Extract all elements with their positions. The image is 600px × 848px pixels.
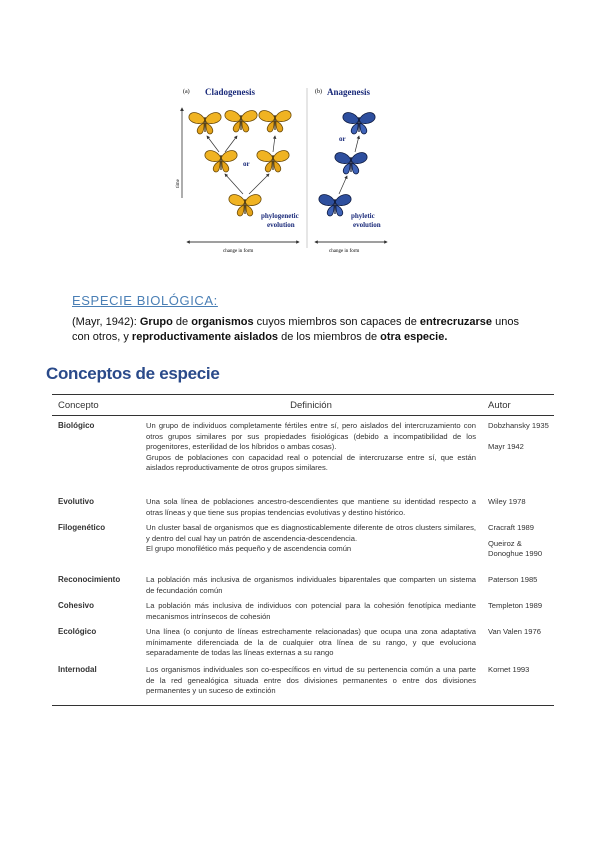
biological-species-heading: ESPECIE BIOLÓGICA: [72, 293, 218, 308]
butterfly-icon [319, 195, 351, 216]
author-text: Wiley 1978 [488, 497, 526, 506]
evolution-figure [175, 78, 390, 258]
table-row [52, 665, 554, 705]
butterfly-icon [205, 151, 237, 172]
header-definicion: Definición [290, 399, 332, 411]
definition-text: Una sola línea de poblaciones ancestro-descendientes que mantiene su identidad respecto a otras líneas y que tiene sus propias tendencias evolutivas y destino histórico. [146, 497, 476, 517]
row-concept: Reconocimiento [58, 575, 121, 584]
butterfly-icon [259, 111, 291, 132]
table-row [52, 627, 554, 665]
table-header [52, 394, 554, 416]
caption-b-line1: phyletic [351, 212, 375, 220]
table-row [52, 523, 554, 575]
time-axis-label: time [176, 179, 181, 188]
author-text: Mayr 1942 [488, 441, 524, 451]
header-autor: Autor [488, 399, 511, 411]
author-text: Templeton 1989 [488, 601, 543, 610]
author-text: Kornet 1993 [488, 665, 530, 674]
row-definition [140, 627, 482, 665]
row-author [482, 523, 554, 575]
row-concept: Ecológico [58, 627, 97, 636]
row-concept: Evolutivo [58, 497, 95, 506]
caption-b-line2: evolution [353, 221, 381, 229]
def-bold: organismos [191, 316, 254, 328]
table-row [52, 497, 554, 523]
panel-a-title: Cladogenesis [205, 87, 256, 97]
panel-b-title: Anagenesis [327, 87, 371, 97]
concepts-title: Conceptos de especie [46, 364, 220, 383]
butterfly-icon [343, 113, 375, 134]
row-concept: Internodal [58, 665, 97, 674]
def-text: unos con otros, y [72, 316, 519, 343]
row-author [482, 421, 554, 497]
butterfly-icon [189, 113, 221, 134]
definition-text: Un grupo de individuos completamente fértiles entre sí, pero aislados del intercruzamiento con otros grupos similares por sus propiedades fisiológicas (debido a incompatibilidad de los progenitores, esterilidad de los híbridos o ambas cosas). [146, 421, 476, 451]
author-text: Queiroz & Donoghue 1990 [488, 538, 543, 558]
table-row [52, 575, 554, 601]
species-concepts-table [52, 394, 554, 706]
butterfly-icon [229, 195, 261, 216]
def-bold: Grupo [139, 316, 173, 328]
row-author [482, 575, 554, 601]
row-author [482, 601, 554, 627]
definition-text: Un cluster basal de organismos que es diagnosticablemente diferente de otros clusters similares, y dentro del cual hay un patrón de ascendencia-descendencia. [146, 523, 476, 543]
author-text: Cracraft 1989 [488, 523, 535, 532]
biological-species-definition [72, 315, 534, 345]
row-concept: Biológico [58, 421, 95, 430]
butterfly-icon [335, 153, 367, 174]
row-definition [140, 665, 482, 705]
definition-text: El grupo monofilético más pequeño y de ascendencia común [146, 544, 352, 553]
axis-a-label: change in form [223, 249, 254, 254]
definition-text: La población más inclusiva de organismos individuales biparentales que comparten un sistema de fecundación común [146, 575, 476, 595]
row-definition [140, 497, 482, 523]
table-row [52, 416, 554, 497]
definition-text: Grupos de poblaciones con capacidad real o potencial de intercruzarse entre sí, que están aislados reproductivamente de otros grupos similares. [146, 452, 476, 472]
row-author [482, 665, 554, 705]
def-bold: otra especie. [380, 331, 448, 343]
panel-a-label: (a) [183, 89, 190, 95]
caption-a-line2: evolution [267, 221, 295, 229]
panel-b-label: (b) [315, 89, 322, 95]
table-bottom-rule [52, 705, 554, 706]
butterfly-icon [257, 151, 289, 172]
author-text: Van Valen 1976 [488, 627, 541, 636]
def-text: de los miembros de [278, 331, 381, 343]
butterfly-icon [225, 111, 257, 132]
row-author [482, 497, 554, 523]
row-author [482, 627, 554, 665]
row-concept: Filogenético [58, 523, 106, 532]
def-text: cuyos miembros son capaces de [253, 316, 420, 328]
or-label-b: or [339, 135, 346, 143]
author-text: Dobzhansky 1935 [488, 421, 549, 430]
def-text: (Mayr, 1942): [72, 316, 140, 328]
definition-text: Una línea (o conjunto de líneas estrechamente relacionadas) que ocupa una zona adaptativa mínimamente diferenciada de la de cualquier otra línea de su rango, y que evoluciona separadamente de todas las líneas externas a su rango [146, 627, 476, 657]
or-label-a: or [243, 160, 250, 168]
row-definition [140, 575, 482, 601]
caption-a-line1: phylogenetic [261, 212, 299, 220]
definition-text: Los organismos individuales son co-específicos en virtud de su pertenencia común a una parte de la red genealógica situada entre dos divisiones permanentes o entre dos divisiones permanentes y un suceso de extinción [146, 665, 476, 695]
row-definition [140, 601, 482, 627]
axis-b-label: change in form [329, 249, 360, 254]
author-text: Paterson 1985 [488, 575, 538, 584]
def-bold: reproductivamente aislados [131, 331, 279, 343]
table-row [52, 601, 554, 627]
header-concepto: Concepto [58, 399, 99, 411]
def-text: de [172, 316, 192, 328]
row-definition [140, 523, 482, 575]
row-concept: Cohesivo [58, 601, 95, 610]
row-definition [140, 421, 482, 497]
def-bold: entrecruzarse [419, 316, 493, 328]
definition-text: La población más inclusiva de individuos con potencial para la cohesión fenotípica mediante mecanismos intrínsecos de cohesión [146, 601, 476, 621]
